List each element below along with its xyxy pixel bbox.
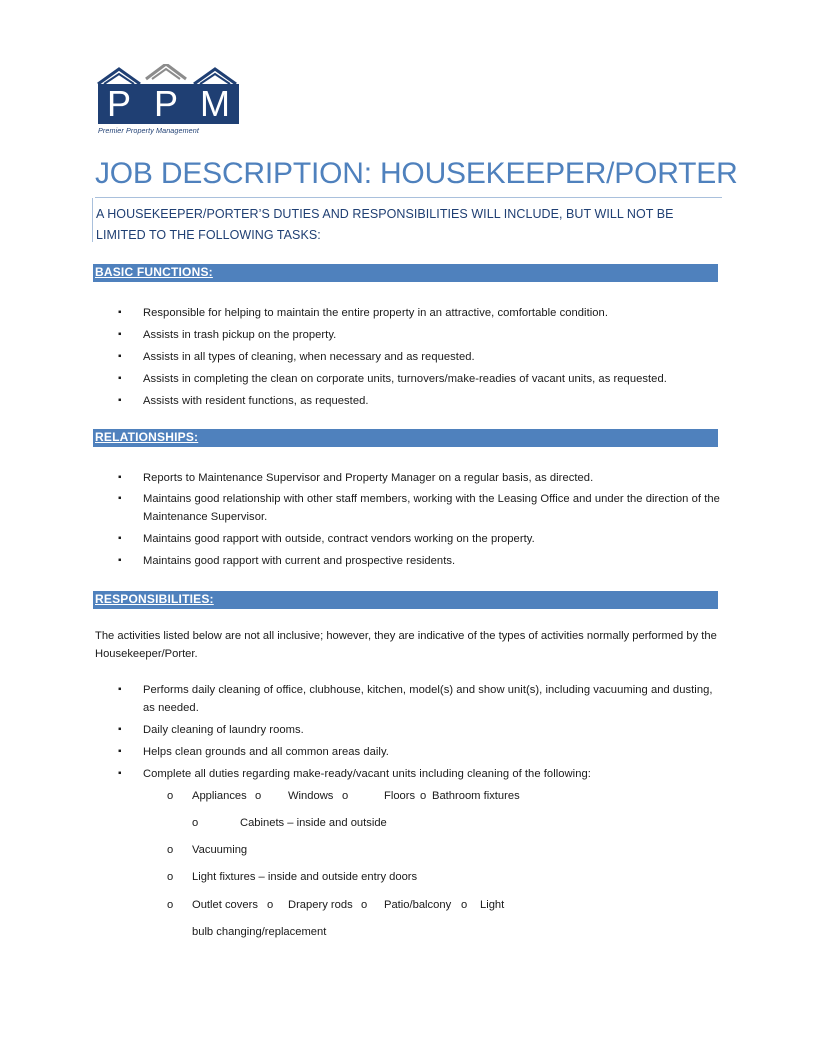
list-item-text: Assists in trash pickup on the property. xyxy=(143,329,337,341)
bullet-icon: ▪ xyxy=(118,472,122,483)
list-item-text: Maintains good rapport with current and prospective residents. xyxy=(143,555,456,567)
circle-bullet-icon: o xyxy=(420,790,427,802)
sub-item-vacuuming: Vacuuming xyxy=(192,844,248,856)
bullet-icon: ▪ xyxy=(118,493,122,504)
document-title: JOB DESCRIPTION: HOUSEKEEPER/PORTER xyxy=(95,157,738,190)
sub-item-bulb-changing: bulb changing/replacement xyxy=(192,926,327,938)
sub-list-row xyxy=(0,787,816,805)
sub-item-appliances: Appliances xyxy=(192,790,247,802)
circle-bullet-icon: o xyxy=(192,817,199,829)
logo-letter-1: P xyxy=(106,83,132,124)
sub-item-drapery-rods: Drapery rods xyxy=(288,899,353,911)
bullet-icon: ▪ xyxy=(118,373,122,384)
sub-list-row xyxy=(0,841,816,859)
list-item-text: Maintains good rapport with outside, contract vendors working on the property. xyxy=(143,533,535,545)
circle-bullet-icon: o xyxy=(361,899,368,911)
intro-text: A HOUSEKEEPER/PORTER’S DUTIES AND RESPONSIBILITIES WILL INCLUDE, BUT WILL NOT BE LIMITED TO THE FOLLOWING TASKS: xyxy=(96,207,674,242)
sub-item-outlet-covers: Outlet covers xyxy=(192,899,258,911)
intro-box xyxy=(92,198,723,242)
sub-item-light-fixtures: Light fixtures – inside and outside entry doors xyxy=(192,871,418,883)
bullet-icon: ▪ xyxy=(118,533,122,544)
logo-tagline: Premier Property Management xyxy=(98,126,199,135)
sub-item-floors: Floors xyxy=(384,790,416,802)
ppm-logo-graphic xyxy=(96,64,240,126)
section-heading-label: BASIC FUNCTIONS: xyxy=(95,265,213,279)
bullet-icon: ▪ xyxy=(118,329,122,340)
sub-list-row xyxy=(0,923,816,941)
circle-bullet-icon: o xyxy=(167,899,174,911)
section-heading-label: RELATIONSHIPS: xyxy=(95,430,199,444)
section-heading-relationships xyxy=(93,429,718,447)
logo-letter-2: P xyxy=(153,83,179,124)
bullet-icon: ▪ xyxy=(118,395,122,406)
circle-bullet-icon: o xyxy=(167,871,174,883)
sub-item-cabinets: Cabinets – inside and outside xyxy=(240,817,387,829)
circle-bullet-icon: o xyxy=(342,790,349,802)
section-heading-label: RESPONSIBILITIES: xyxy=(95,592,214,606)
list-item-text: Helps clean grounds and all common areas daily. xyxy=(143,746,389,758)
bullet-icon: ▪ xyxy=(118,307,122,318)
section-heading-responsibilities xyxy=(93,591,718,609)
bullet-icon: ▪ xyxy=(118,746,122,757)
bullet-icon: ▪ xyxy=(118,555,122,566)
sub-list-row xyxy=(0,896,816,914)
list-item-text: Reports to Maintenance Supervisor and Property Manager on a regular basis, as directed. xyxy=(143,472,594,484)
list-item-text: Assists in completing the clean on corporate units, turnovers/make-readies of vacant units, as requested. xyxy=(143,373,667,385)
circle-bullet-icon: o xyxy=(255,790,262,802)
bullet-icon: ▪ xyxy=(118,724,122,735)
circle-bullet-icon: o xyxy=(167,790,174,802)
circle-bullet-icon: o xyxy=(461,899,468,911)
sub-item-bathroom-fixtures: Bathroom fixtures xyxy=(432,790,520,802)
responsibilities-intro-paragraph: The activities listed below are not all inclusive; however, they are indicative of the types of activities normally performed by the Housekeeper/Porter. xyxy=(95,630,717,660)
list-item-text: Complete all duties regarding make-ready/vacant units including cleaning of the following: xyxy=(143,768,591,780)
list-item-text: Maintains good relationship with other staff members, working with the Leasing Office and under the direction of the Maintenance Supervisor. xyxy=(143,493,720,523)
bullet-icon: ▪ xyxy=(118,351,122,362)
sub-item-patio-balcony: Patio/balcony xyxy=(384,899,452,911)
bullet-icon: ▪ xyxy=(118,684,122,695)
list-item-text: Assists in all types of cleaning, when necessary and as requested. xyxy=(143,351,475,363)
section-heading-basic-functions xyxy=(93,264,718,282)
sub-item-windows: Windows xyxy=(288,790,334,802)
logo-letter-3: M xyxy=(200,83,230,124)
circle-bullet-icon: o xyxy=(167,844,174,856)
sub-item-light: Light xyxy=(480,899,505,911)
bullet-icon: ▪ xyxy=(118,768,122,779)
list-item-text: Performs daily cleaning of office, clubhouse, kitchen, model(s) and show unit(s), including vacuuming and dusting, as needed. xyxy=(143,684,713,714)
list-item-text: Assists with resident functions, as requested. xyxy=(143,395,369,407)
list-item-text: Daily cleaning of laundry rooms. xyxy=(143,724,304,736)
sub-list-row xyxy=(0,868,816,886)
company-logo xyxy=(96,64,240,138)
list-item-text: Responsible for helping to maintain the entire property in an attractive, comfortable condition. xyxy=(143,307,608,319)
sub-list-row xyxy=(0,814,816,832)
circle-bullet-icon: o xyxy=(267,899,274,911)
